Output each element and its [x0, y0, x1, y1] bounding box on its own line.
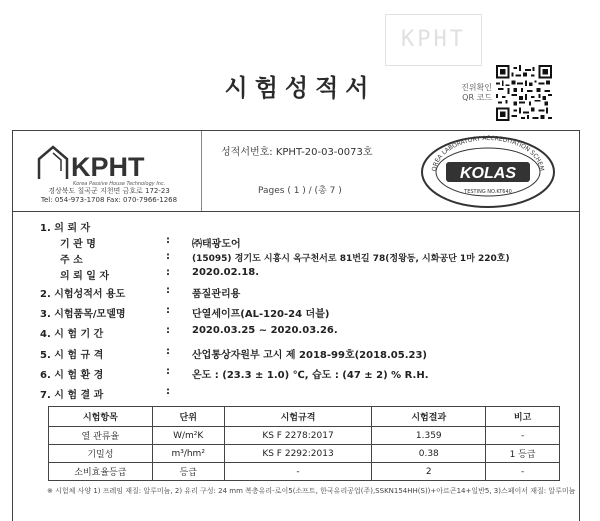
results-header-row: [49, 407, 560, 427]
cell-standard: KS F 2292:2013: [224, 445, 372, 463]
cell-remarks: 1 등급: [486, 445, 560, 463]
kpht-address: [17, 187, 201, 205]
cell-unit: W/m²K: [152, 427, 224, 445]
cell-remarks: -: [486, 463, 560, 481]
faint-watermark-stamp: KPHT: [385, 14, 482, 66]
results-table: [48, 406, 560, 481]
section-label: 7. 시 험 결 과: [40, 390, 104, 401]
kpht-logo-subtitle: Korea Passive House Technology Inc.: [73, 181, 166, 187]
section-value: 산업통상자원부 고시 제 2018-99호(2018.05.23): [192, 350, 428, 361]
footnote: ※ 시험체 사양 1) 프레임 재질: 알루미늄, 2) 유리 구성: 24 mm 복층유리-로이5(소프트, 한국유리공업(주),SSKN154HH(S))+아르곤14+일반5, 3)스페이서 재질: 알루미늄: [47, 487, 576, 495]
section-label: 6. 시 험 환 경: [40, 370, 104, 381]
section-value: 2020.02.18.: [192, 267, 260, 278]
header-remarks: 비고: [486, 407, 560, 427]
section-label: 3. 시험품목/모델명: [40, 309, 126, 320]
table-row: [49, 463, 560, 481]
section-value: 품질관리용: [192, 289, 241, 300]
certificate-number: 성적서번호: KPHT-20-03-0073호: [221, 147, 373, 158]
cell-test-item: 열 관류율: [49, 427, 153, 445]
section-colon: :: [166, 285, 170, 296]
section-colon: :: [166, 251, 170, 262]
qr-code-icon[interactable]: [496, 64, 552, 122]
header-unit: 단위: [152, 407, 224, 427]
qr-label-line2: QR 코드: [462, 93, 492, 102]
section-value: 단열세이프(AL-120-24 더블): [192, 309, 330, 320]
section-label: 주 소: [60, 255, 83, 266]
contact-line: Tel: 054-973-1708 Fax: 070-7966-1268: [40, 196, 178, 204]
header-divider: [201, 131, 202, 211]
section-label: 5. 시 험 규 격: [40, 350, 104, 361]
cell-unit: 등급: [152, 463, 224, 481]
page-indicator: Pages ( 1 ) / (총 7 ): [258, 186, 342, 196]
section-colon: :: [166, 386, 170, 397]
section-value: ㈜태광도어: [192, 239, 241, 250]
section-value: 온도 : (23.3 ± 1.0) ℃, 습도 : (47 ± 2) % R.H.: [192, 370, 429, 381]
document-title: 시험성적서: [224, 74, 376, 102]
cell-result: 0.38: [372, 445, 486, 463]
section-label: 기 관 명: [60, 239, 96, 250]
table-row: [49, 445, 560, 463]
section-colon: :: [166, 366, 170, 377]
cell-result: 1.359: [372, 427, 486, 445]
header-result: 시험결과: [372, 407, 486, 427]
kpht-logo-text: KPHT: [71, 152, 145, 182]
cell-test-item: 소비효율등급: [49, 463, 153, 481]
kpht-logo-icon: [33, 141, 193, 183]
section-label: 2. 시험성적서 용도: [40, 289, 126, 300]
table-row: [49, 427, 560, 445]
kolas-seal-icon: [418, 134, 558, 209]
section-colon: :: [166, 325, 170, 336]
qr-label: [448, 83, 492, 103]
section-value: (15095) 경기도 시흥시 옥구천서로 81번길 78(정왕동, 시화공단 1마 220호): [192, 254, 510, 264]
section-label: 의 뢰 일 자: [60, 271, 110, 282]
cell-result: 2: [372, 463, 486, 481]
kolas-ring-text: OREA LABORATORY ACCREDITATION SCHEM: [430, 134, 546, 172]
cell-standard: -: [224, 463, 372, 481]
section-colon: :: [166, 305, 170, 316]
cell-remarks: -: [486, 427, 560, 445]
kolas-mark-text: KOLAS: [460, 165, 516, 182]
section-label: 4. 시 험 기 간: [40, 329, 104, 340]
section-colon: :: [166, 346, 170, 357]
qr-label-line1: 진위확인: [461, 83, 492, 92]
kpht-logo: [13, 131, 201, 211]
address-line: 경상북도 칠곡군 지천면 금호로 172-23: [48, 187, 170, 195]
cell-unit: m³/hm²: [152, 445, 224, 463]
section-colon: :: [166, 267, 170, 278]
header-test-item: 시험항목: [49, 407, 153, 427]
section-colon: :: [166, 235, 170, 246]
header-box: [12, 130, 580, 212]
cell-standard: KS F 2278:2017: [224, 427, 372, 445]
section-label: 1. 의 뢰 자: [40, 223, 91, 234]
header-standard: 시험규격: [224, 407, 372, 427]
kolas-testing-text: TESTING NO.KT640: [464, 189, 512, 195]
section-value: 2020.03.25 ~ 2020.03.26.: [192, 325, 338, 336]
cell-test-item: 기밀성: [49, 445, 153, 463]
